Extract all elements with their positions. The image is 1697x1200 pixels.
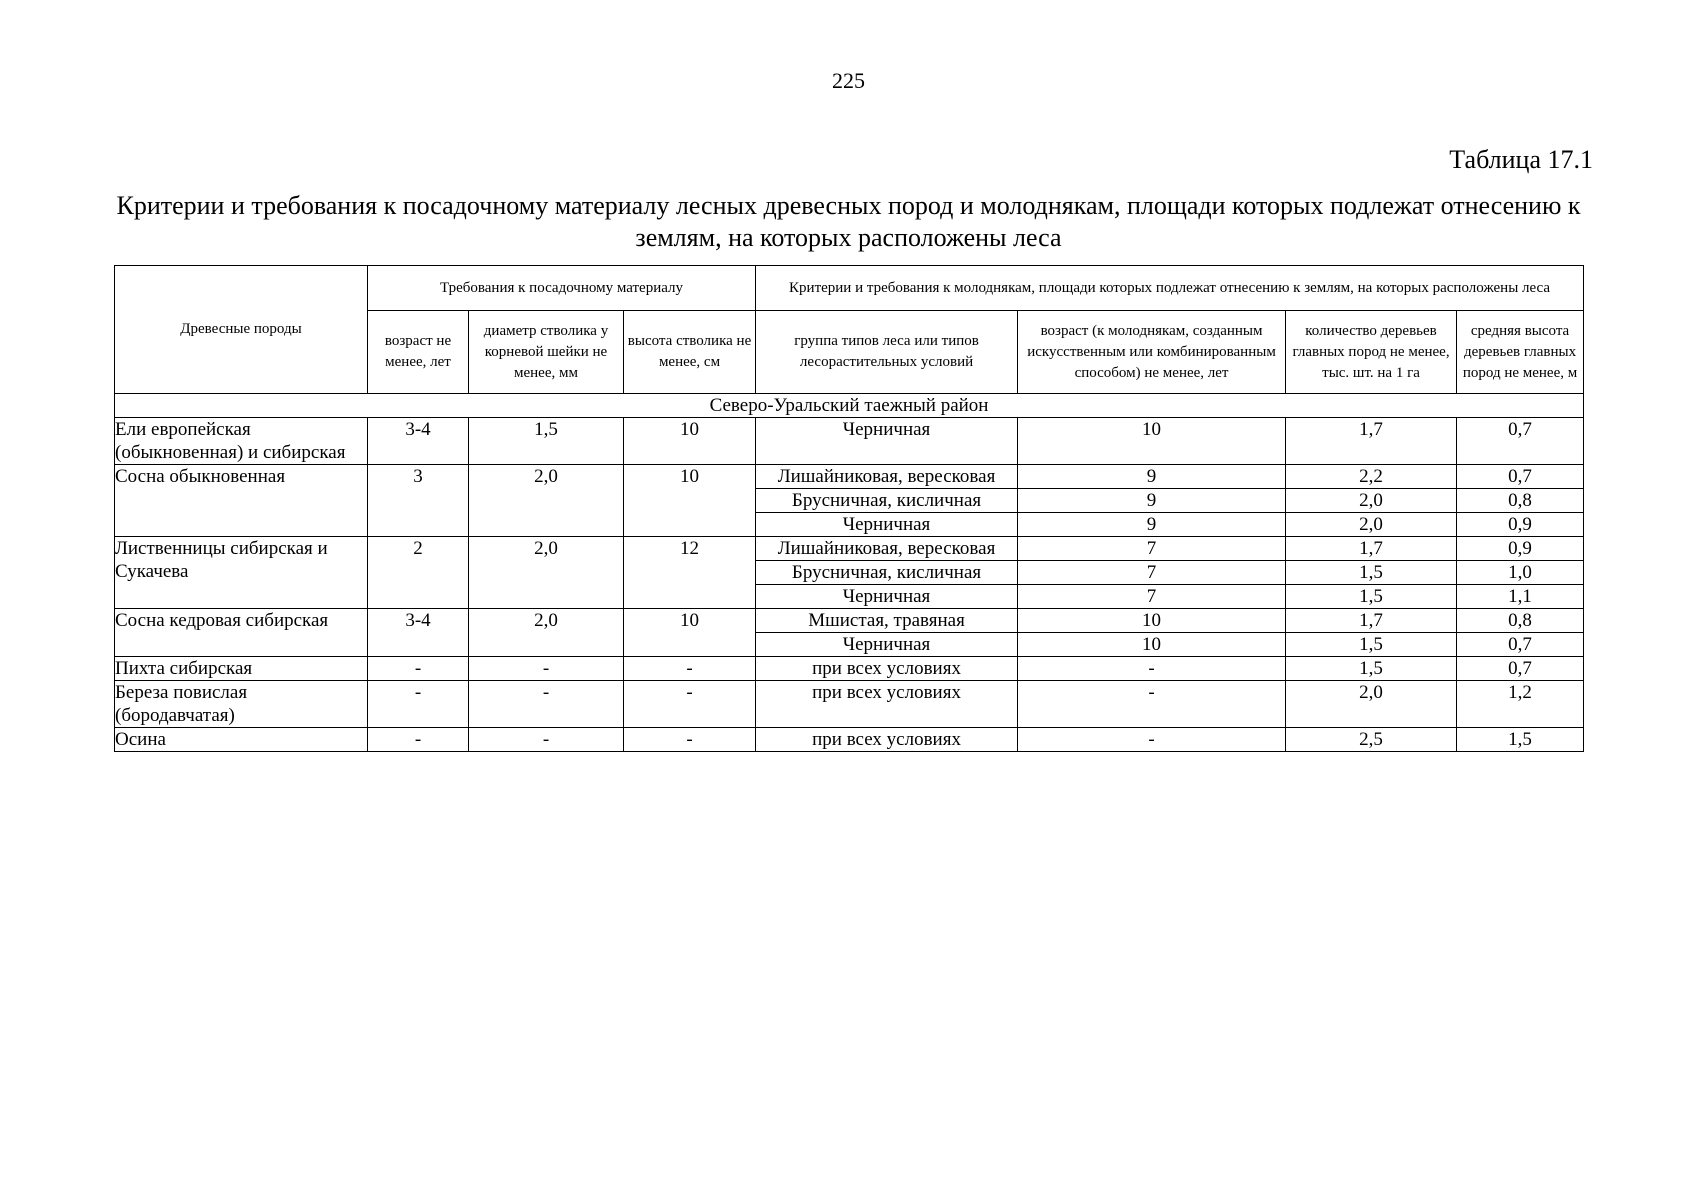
header-species: Древесные породы xyxy=(115,266,368,394)
young-age-cell: 9 xyxy=(1018,513,1286,537)
header-young-age: возраст (к молоднякам, созданным искусственным или комбинированным способом) не менее, лет xyxy=(1018,311,1286,394)
avg-height-cell: 0,7 xyxy=(1457,657,1584,681)
avg-height-cell: 0,8 xyxy=(1457,609,1584,633)
avg-height-cell: 1,2 xyxy=(1457,681,1584,728)
avg-height-cell: 0,9 xyxy=(1457,513,1584,537)
species-cell: Сосна обыкновенная xyxy=(115,465,368,537)
avg-height-cell: 1,0 xyxy=(1457,561,1584,585)
header-planting-requirements: Требования к посадочному материалу xyxy=(368,266,756,311)
tree-count-cell: 1,7 xyxy=(1286,537,1457,561)
forest-type-cell: Брусничная, кисличная xyxy=(756,489,1018,513)
table-title: Критерии и требования к посадочному материалу лесных древесных пород и молоднякам, площади которых подлежат отнесению к землям, на которых расположены леса xyxy=(116,191,1581,252)
tree-count-cell: 2,5 xyxy=(1286,728,1457,752)
forest-type-cell: Лишайниковая, вересковая xyxy=(756,537,1018,561)
table-row xyxy=(115,609,1584,633)
tree-count-cell: 1,5 xyxy=(1286,585,1457,609)
diameter-cell: - xyxy=(469,681,624,728)
tree-count-cell: 2,0 xyxy=(1286,489,1457,513)
diameter-cell: - xyxy=(469,728,624,752)
tree-count-cell: 2,0 xyxy=(1286,513,1457,537)
table-row xyxy=(115,728,1584,752)
age-cell: 3 xyxy=(368,465,469,537)
header-forest-type: группа типов леса или типов лесорастительных условий xyxy=(756,311,1018,394)
age-cell: - xyxy=(368,657,469,681)
tree-count-cell: 1,5 xyxy=(1286,657,1457,681)
species-cell: Лиственницы сибирская и Сукачева xyxy=(115,537,368,609)
young-age-cell: 10 xyxy=(1018,418,1286,465)
header-age-min: возраст не менее, лет xyxy=(368,311,469,394)
avg-height-cell: 0,7 xyxy=(1457,418,1584,465)
avg-height-cell: 0,9 xyxy=(1457,537,1584,561)
species-cell: Пихта сибирская xyxy=(115,657,368,681)
forest-type-cell: при всех условиях xyxy=(756,657,1018,681)
age-cell: 3-4 xyxy=(368,609,469,657)
diameter-cell: 2,0 xyxy=(469,465,624,537)
diameter-cell: 1,5 xyxy=(469,418,624,465)
age-cell: - xyxy=(368,728,469,752)
table-row xyxy=(115,537,1584,561)
table-body xyxy=(115,394,1584,752)
young-age-cell: - xyxy=(1018,728,1286,752)
avg-height-cell: 0,8 xyxy=(1457,489,1584,513)
tree-count-cell: 2,2 xyxy=(1286,465,1457,489)
table-label: Таблица 17.1 xyxy=(1449,145,1593,174)
header-young-requirements: Критерии и требования к молоднякам, площади которых подлежат отнесению к землям, на которых расположены леса xyxy=(756,266,1584,311)
young-age-cell: 7 xyxy=(1018,585,1286,609)
height-cell: 10 xyxy=(624,465,756,537)
header-avg-height: средняя высота деревьев главных пород не менее, м xyxy=(1457,311,1584,394)
young-age-cell: 7 xyxy=(1018,537,1286,561)
region-label: Северо-Уральский таежный район xyxy=(115,394,1584,418)
species-cell: Осина xyxy=(115,728,368,752)
table-row xyxy=(115,681,1584,728)
tree-count-cell: 2,0 xyxy=(1286,681,1457,728)
forest-type-cell: Черничная xyxy=(756,513,1018,537)
forest-type-cell: при всех условиях xyxy=(756,728,1018,752)
forest-type-cell: Черничная xyxy=(756,585,1018,609)
avg-height-cell: 0,7 xyxy=(1457,633,1584,657)
page-number: 225 xyxy=(832,68,865,93)
table-row xyxy=(115,465,1584,489)
age-cell: - xyxy=(368,681,469,728)
table-row xyxy=(115,657,1584,681)
diameter-cell: 2,0 xyxy=(469,609,624,657)
age-cell: 2 xyxy=(368,537,469,609)
height-cell: - xyxy=(624,657,756,681)
height-cell: 10 xyxy=(624,609,756,657)
tree-count-cell: 1,5 xyxy=(1286,561,1457,585)
young-age-cell: 9 xyxy=(1018,465,1286,489)
species-cell: Сосна кедровая сибирская xyxy=(115,609,368,657)
species-cell: Береза повислая (бородавчатая) xyxy=(115,681,368,728)
young-age-cell: - xyxy=(1018,681,1286,728)
species-cell: Ели европейская (обыкновенная) и сибирская xyxy=(115,418,368,465)
height-cell: 10 xyxy=(624,418,756,465)
forest-type-cell: Черничная xyxy=(756,418,1018,465)
young-age-cell: 10 xyxy=(1018,633,1286,657)
height-cell: 12 xyxy=(624,537,756,609)
tree-count-cell: 1,7 xyxy=(1286,609,1457,633)
young-age-cell: 9 xyxy=(1018,489,1286,513)
avg-height-cell: 0,7 xyxy=(1457,465,1584,489)
diameter-cell: - xyxy=(469,657,624,681)
forest-type-cell: при всех условиях xyxy=(756,681,1018,728)
criteria-table xyxy=(114,265,1584,752)
header-height: высота стволика не менее, см xyxy=(624,311,756,394)
avg-height-cell: 1,1 xyxy=(1457,585,1584,609)
tree-count-cell: 1,7 xyxy=(1286,418,1457,465)
table-row xyxy=(115,418,1584,465)
forest-type-cell: Мшистая, травяная xyxy=(756,609,1018,633)
height-cell: - xyxy=(624,681,756,728)
tree-count-cell: 1,5 xyxy=(1286,633,1457,657)
age-cell: 3-4 xyxy=(368,418,469,465)
forest-type-cell: Лишайниковая, вересковая xyxy=(756,465,1018,489)
header-diameter: диаметр стволика у корневой шейки не менее, мм xyxy=(469,311,624,394)
young-age-cell: 7 xyxy=(1018,561,1286,585)
region-row xyxy=(115,394,1584,418)
height-cell: - xyxy=(624,728,756,752)
avg-height-cell: 1,5 xyxy=(1457,728,1584,752)
young-age-cell: - xyxy=(1018,657,1286,681)
header-tree-count: количество деревьев главных пород не менее, тыс. шт. на 1 га xyxy=(1286,311,1457,394)
diameter-cell: 2,0 xyxy=(469,537,624,609)
forest-type-cell: Брусничная, кисличная xyxy=(756,561,1018,585)
young-age-cell: 10 xyxy=(1018,609,1286,633)
forest-type-cell: Черничная xyxy=(756,633,1018,657)
